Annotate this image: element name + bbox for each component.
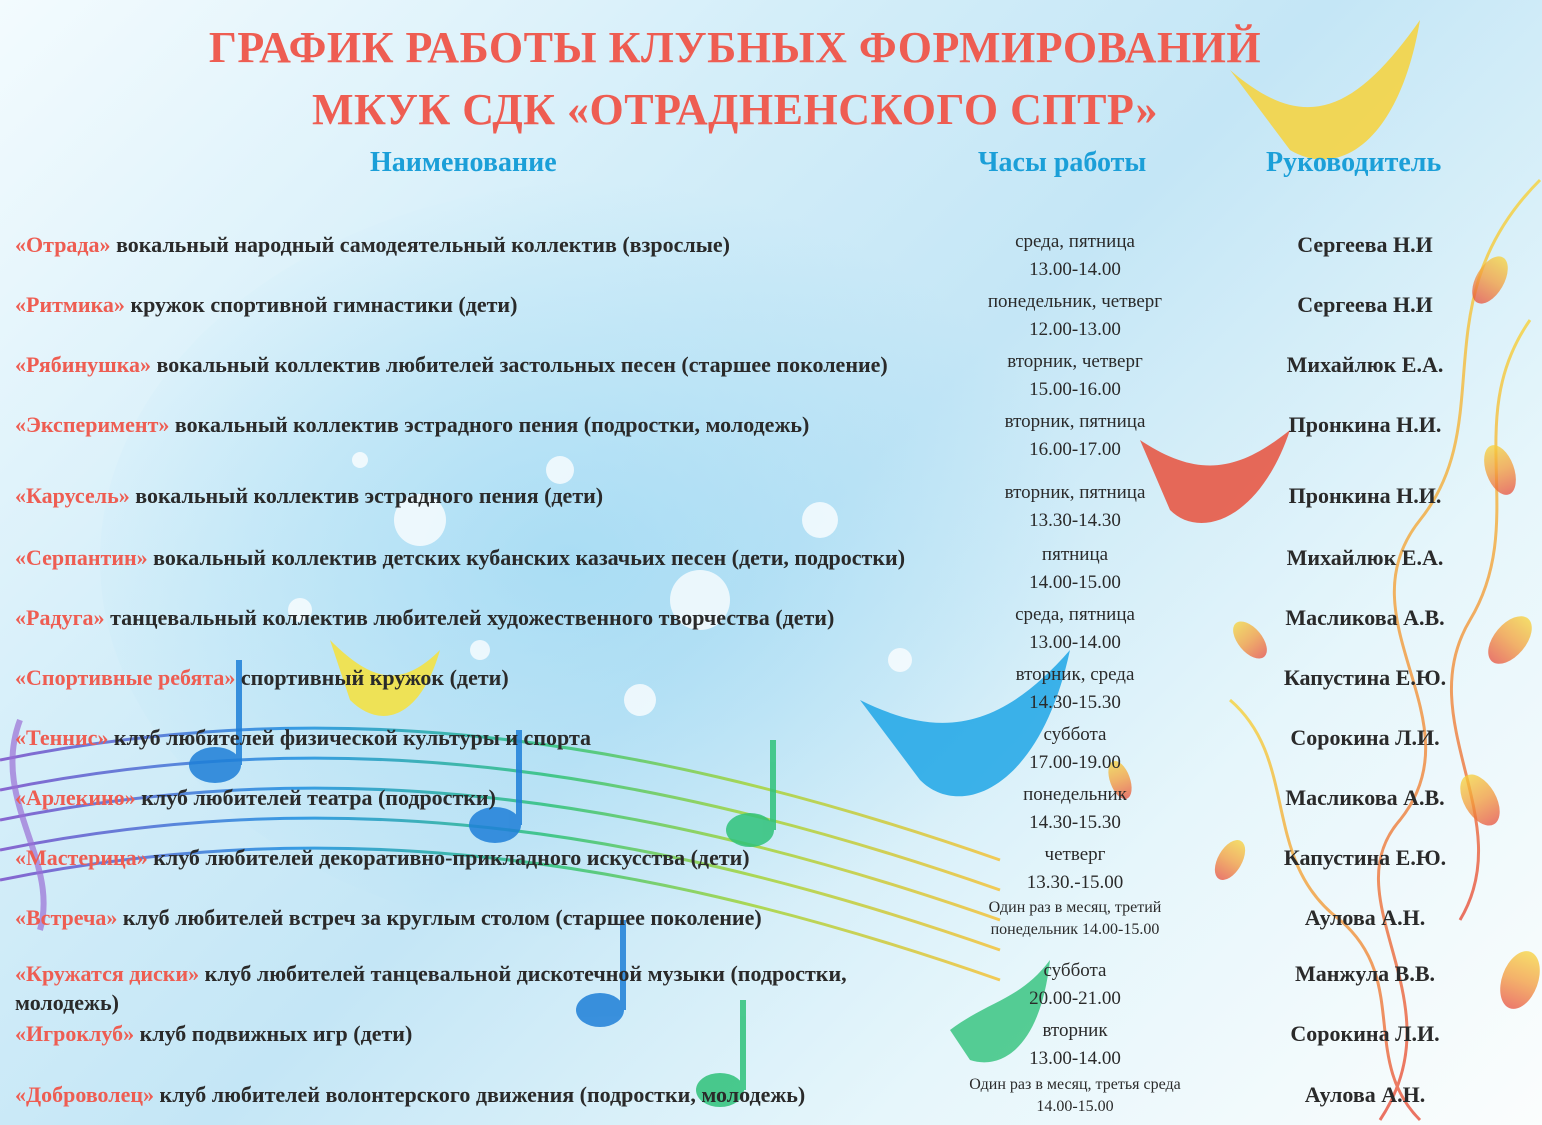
club-name: «Арлекино» bbox=[15, 785, 136, 810]
work-days: понедельник bbox=[1023, 784, 1127, 805]
club-description bbox=[15, 783, 945, 812]
club-details: клуб любителей встреч за круглым столом (старшее поколение) bbox=[117, 905, 762, 930]
club-description bbox=[15, 843, 945, 872]
club-description bbox=[15, 603, 945, 632]
work-days: понедельник, четверг bbox=[987, 291, 1163, 312]
work-days: вторник, пятница bbox=[1004, 482, 1146, 503]
work-hours bbox=[950, 348, 1200, 404]
club-name: «Мастерица» bbox=[15, 845, 148, 870]
work-days: среда, пятница bbox=[1015, 231, 1135, 252]
club-name: «Игроклуб» bbox=[15, 1021, 135, 1046]
leader-name: Михайлюк Е.А. bbox=[1286, 545, 1444, 570]
leader-name: Пронкина Н.И. bbox=[1288, 412, 1442, 437]
column-header-name: Наименование bbox=[370, 147, 557, 178]
work-time: 13.00-14.00 bbox=[1029, 632, 1121, 653]
club-description bbox=[15, 290, 945, 319]
page-title-line1: ГРАФИК РАБОТЫ КЛУБНЫХ ФОРМИРОВАНИЙ bbox=[208, 23, 1262, 72]
work-days: суббота bbox=[1043, 960, 1107, 981]
club-details: вокальный народный самодеятельный коллектив (взрослые) bbox=[110, 232, 730, 257]
club-description bbox=[15, 959, 945, 1017]
work-time: 15.00-16.00 bbox=[1029, 379, 1121, 400]
work-days: вторник, среда bbox=[1015, 664, 1135, 685]
work-time: 14.00-15.00 bbox=[1029, 572, 1121, 593]
club-details: танцевальный коллектив любителей художественного творчества (дети) bbox=[104, 605, 835, 630]
club-details: клуб любителей театра (подростки) bbox=[135, 785, 496, 810]
column-header-hours: Часы работы bbox=[978, 147, 1147, 178]
club-name: «Карусель» bbox=[15, 483, 130, 508]
work-hours bbox=[950, 721, 1200, 777]
work-time: 13.00-14.00 bbox=[1029, 1048, 1121, 1069]
club-name: «Доброволец» bbox=[15, 1082, 155, 1107]
leader-name: Капустина Е.Ю. bbox=[1283, 665, 1447, 690]
work-hours bbox=[950, 781, 1200, 837]
club-details: вокальный коллектив эстрадного пения (подростки, молодежь) bbox=[169, 412, 810, 437]
club-name: «Радуга» bbox=[15, 605, 105, 630]
leader-name: Сорокина Л.И. bbox=[1290, 1021, 1440, 1046]
club-details: вокальный коллектив детских кубанских казачьих песен (дети, подростки) bbox=[147, 545, 906, 570]
leader-name: Манжула В.В. bbox=[1294, 961, 1436, 986]
club-description bbox=[15, 410, 945, 439]
work-hours bbox=[950, 408, 1200, 464]
leader-name: Сорокина Л.И. bbox=[1290, 725, 1440, 750]
leader-name: Сергеева Н.И bbox=[1297, 232, 1433, 257]
club-details: кружок спортивной гимнастики (дети) bbox=[124, 292, 518, 317]
club-details: клуб любителей волонтерского движения (подростки, молодежь) bbox=[154, 1082, 806, 1107]
work-days: четверг bbox=[1044, 844, 1106, 865]
leader-name: Аулова А.Н. bbox=[1304, 1082, 1426, 1107]
work-hours bbox=[950, 288, 1200, 344]
work-hours bbox=[950, 897, 1200, 941]
work-time: 14.00-15.00 bbox=[1036, 1098, 1114, 1115]
club-details: вокальный коллектив эстрадного пения (дети) bbox=[129, 483, 604, 508]
club-description bbox=[15, 350, 945, 379]
leader-name: Михайлюк Е.А. bbox=[1286, 352, 1444, 377]
club-description bbox=[15, 543, 945, 572]
work-days: пятница bbox=[1041, 544, 1109, 565]
work-time: 12.00-13.00 bbox=[1029, 319, 1121, 340]
club-description bbox=[15, 481, 945, 510]
page-title-line2: МКУК СДК «ОТРАДНЕНСКОГО СПТР» bbox=[312, 85, 1158, 134]
club-name: «Отрада» bbox=[15, 232, 111, 257]
work-time: 13.30.-15.00 bbox=[1026, 872, 1124, 893]
work-days: среда, пятница bbox=[1015, 604, 1135, 625]
leader-name: Капустина Е.Ю. bbox=[1283, 845, 1447, 870]
club-details: клуб любителей танцевальной дискотечной музыки (подростки, молодежь) bbox=[15, 961, 847, 1015]
work-days: суббота bbox=[1043, 724, 1107, 745]
work-time: 20.00-21.00 bbox=[1029, 988, 1121, 1009]
club-description bbox=[15, 723, 945, 752]
club-name: «Серпантин» bbox=[15, 545, 148, 570]
work-days: вторник bbox=[1042, 1020, 1108, 1041]
work-hours bbox=[950, 1074, 1200, 1118]
leader-name: Масликова А.В. bbox=[1285, 785, 1445, 810]
club-description bbox=[15, 903, 945, 932]
work-time: 14.30-15.30 bbox=[1029, 692, 1121, 713]
club-details: клуб любителей декоративно-прикладного искусства (дети) bbox=[147, 845, 750, 870]
club-name: «Ритмика» bbox=[15, 292, 125, 317]
club-description bbox=[15, 663, 945, 692]
club-name: «Рябинушка» bbox=[15, 352, 152, 377]
club-name: «Теннис» bbox=[15, 725, 109, 750]
club-details: клуб подвижных игр (дети) bbox=[134, 1021, 413, 1046]
club-description bbox=[15, 1019, 945, 1048]
work-time: 16.00-17.00 bbox=[1029, 439, 1121, 460]
work-time: 14.30-15.30 bbox=[1029, 812, 1121, 833]
work-time: 13.00-14.00 bbox=[1029, 259, 1121, 280]
work-time: 17.00-19.00 bbox=[1029, 752, 1121, 773]
club-name: «Встреча» bbox=[15, 905, 118, 930]
work-days: Один раз в месяц, третий bbox=[988, 899, 1162, 916]
club-name: «Эксперимент» bbox=[15, 412, 170, 437]
work-hours bbox=[950, 601, 1200, 657]
work-hours bbox=[950, 228, 1200, 284]
club-description bbox=[15, 1080, 945, 1109]
work-time: понедельник 14.00-15.00 bbox=[990, 921, 1160, 938]
work-hours bbox=[950, 479, 1200, 535]
work-days: Один раз в месяц, третья среда bbox=[969, 1076, 1181, 1093]
work-time: 13.30-14.30 bbox=[1029, 510, 1121, 531]
work-hours bbox=[950, 1017, 1200, 1073]
club-description bbox=[15, 230, 945, 259]
club-details: клуб любителей физической культуры и спорта bbox=[108, 725, 592, 750]
club-details: спортивный кружок (дети) bbox=[235, 665, 509, 690]
leader-name: Аулова А.Н. bbox=[1304, 905, 1426, 930]
leader-name: Пронкина Н.И. bbox=[1288, 483, 1442, 508]
club-details: вокальный коллектив любителей застольных песен (старшее поколение) bbox=[151, 352, 888, 377]
work-hours bbox=[950, 957, 1200, 1013]
work-days: вторник, пятница bbox=[1004, 411, 1146, 432]
work-hours bbox=[950, 841, 1200, 897]
leader-name: Масликова А.В. bbox=[1285, 605, 1445, 630]
club-name: «Кружатся диски» bbox=[15, 961, 200, 986]
work-hours bbox=[950, 661, 1200, 717]
work-hours bbox=[950, 541, 1200, 597]
club-name: «Спортивные ребята» bbox=[15, 665, 236, 690]
work-days: вторник, четверг bbox=[1007, 351, 1143, 372]
column-header-leader: Руководитель bbox=[1266, 147, 1442, 178]
leader-name: Сергеева Н.И bbox=[1297, 292, 1433, 317]
